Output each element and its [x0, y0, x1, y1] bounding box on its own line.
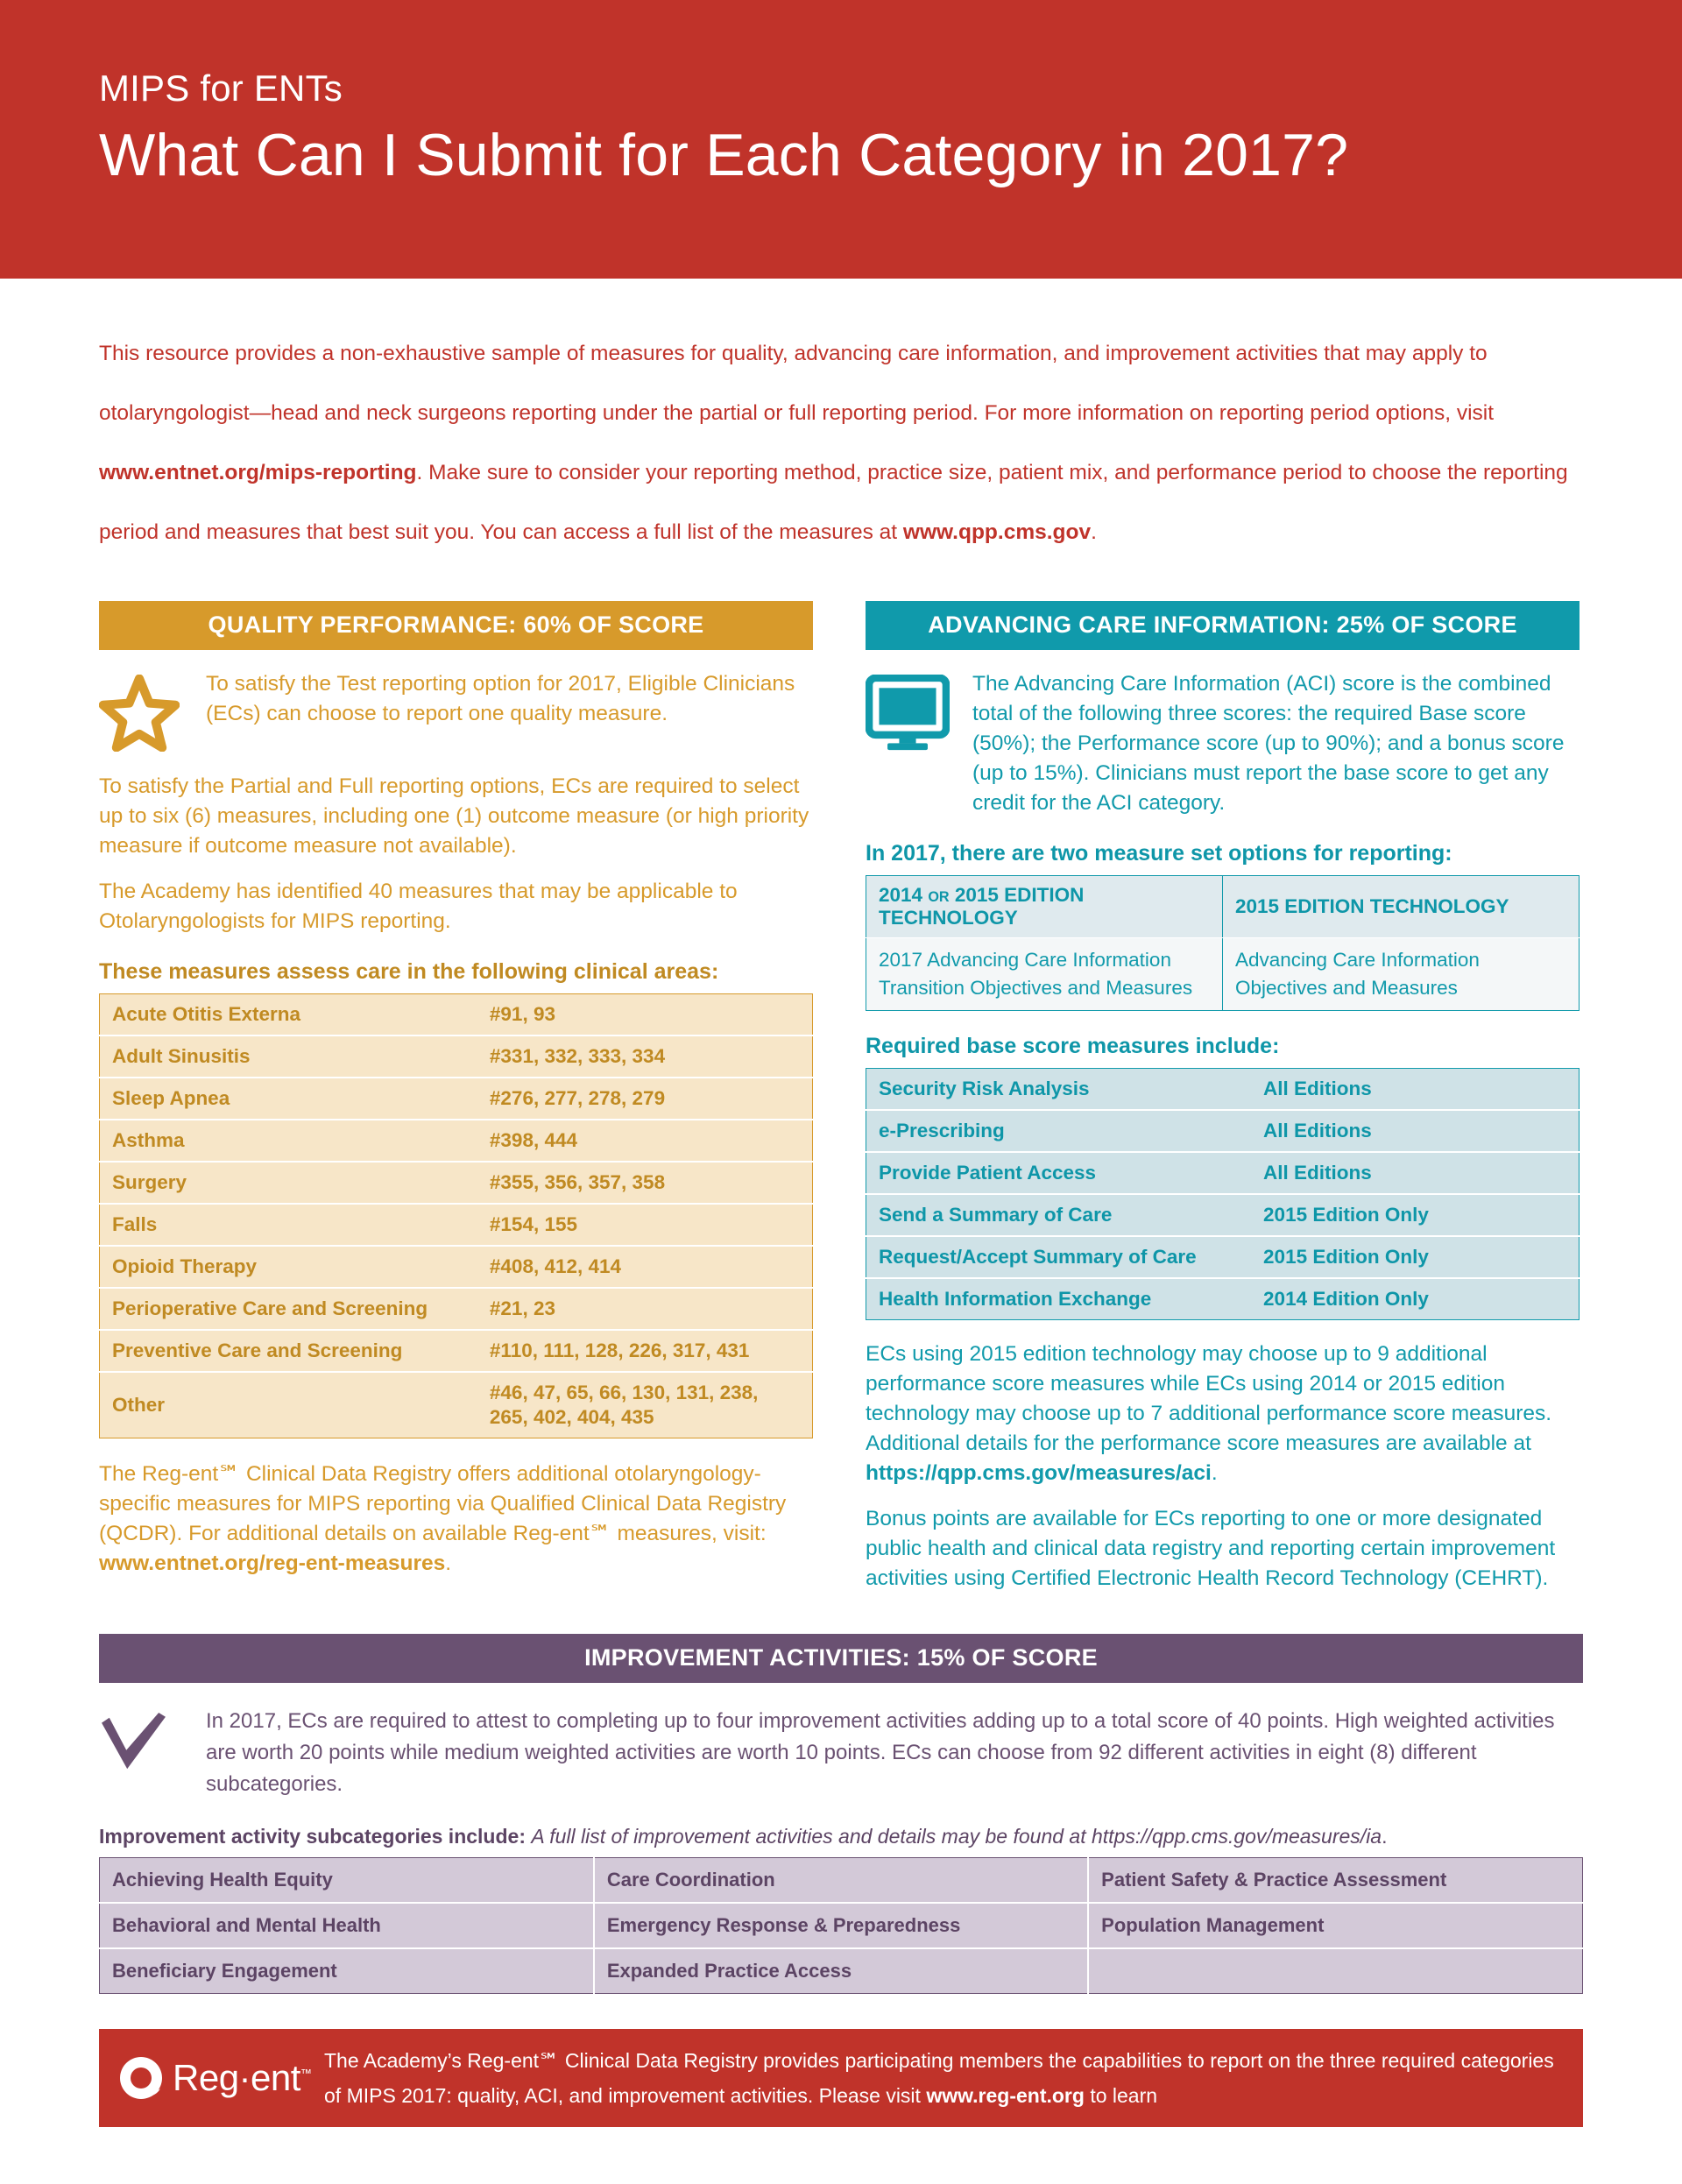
quality-measures-table — [99, 993, 813, 1438]
quality-measure-numbers: #154, 155 — [477, 1204, 813, 1246]
improvement-band-header: IMPROVEMENT ACTIVITIES: 15% OF SCORE — [99, 1634, 1583, 1683]
quality-measure-numbers: #408, 412, 414 — [477, 1246, 813, 1288]
regent-wordmark — [173, 2057, 311, 2099]
table-row — [100, 1372, 813, 1438]
page-title: What Can I Submit for Each Category in 2017? — [99, 122, 1349, 189]
quality-footer-paragraph — [99, 1460, 813, 1579]
quality-performance-column — [99, 601, 813, 1594]
checkmark-icon — [99, 1706, 206, 1800]
quality-measure-numbers: #110, 111, 128, 226, 317, 431 — [477, 1330, 813, 1372]
table-row — [866, 1278, 1580, 1320]
table-row — [100, 1903, 1583, 1948]
advancing-care-information-column — [866, 601, 1580, 1594]
aci-paragraph-2: Bonus points are available for ECs reporting to one or more designated public health and clinical data registry and reporting certain improvement activities using Certified Electronic Health Record Technology (CEHRT). — [866, 1507, 1556, 1590]
aci-band-header: ADVANCING CARE INFORMATION: 25% OF SCORE — [866, 601, 1580, 650]
regent-trademark: ™ — [300, 2067, 312, 2080]
table-row — [100, 1120, 813, 1162]
improvement-subcategory-cell: Expanded Practice Access — [594, 1948, 1088, 1994]
improvement-subcategories-label — [99, 1825, 1583, 1848]
improvement-sub-note: A full list of improvement activities and details may be found at https://qpp.cms.gov/measures/ia — [531, 1825, 1382, 1848]
improvement-sub-label-bold: Improvement activity subcategories include: — [99, 1825, 526, 1848]
aci-paragraph-1-text: ECs using 2015 edition technology may choose up to 9 additional performance score measures while ECs using 2014 or 2015 edition technology may choose up to 7 additional performance score measures. Additional details for the performance score measures are available at — [866, 1342, 1552, 1455]
quality-measure-area: Preventive Care and Screening — [100, 1330, 477, 1372]
quality-measure-area: Perioperative Care and Screening — [100, 1288, 477, 1330]
regent-wordmark-text: Reg·ent — [173, 2057, 300, 2098]
aci-paragraph-1-end: . — [1211, 1461, 1218, 1485]
aci-paragraph-1 — [866, 1339, 1580, 1488]
quality-footer-text: The Reg-ent℠ Clinical Data Registry offers additional otolaryngology-specific measures for MIPS reporting via Qualified Clinical Data Registry (QCDR). For additional details on available Reg-ent℠ measures, visit: — [99, 1462, 787, 1545]
improvement-sub-note-end: . — [1382, 1825, 1388, 1848]
aci-base-measure-edition: 2014 Edition Only — [1251, 1278, 1579, 1320]
option-cell-transition: 2017 Advancing Care Information Transition Objectives and Measures — [866, 938, 1223, 1011]
table-row — [100, 1330, 813, 1372]
improvement-subcategory-cell — [1088, 1948, 1582, 1994]
page-header-banner — [0, 0, 1682, 279]
option-header-2014-2015 — [866, 876, 1223, 938]
table-row — [100, 1035, 813, 1078]
quality-measure-numbers: #355, 356, 357, 358 — [477, 1162, 813, 1204]
regent-footer-bar — [99, 2029, 1583, 2127]
option-cell-objectives: Advancing Care Information Objectives and Measures — [1223, 938, 1580, 1011]
table-row — [100, 1162, 813, 1204]
header-post: 2015 EDITION TECHNOLOGY — [879, 884, 1085, 929]
aci-paragraph-1-link[interactable]: https://qpp.cms.gov/measures/aci — [866, 1461, 1212, 1485]
aci-base-measure-name: Provide Patient Access — [866, 1152, 1252, 1194]
improvement-subcategory-cell: Emergency Response & Preparedness — [594, 1903, 1088, 1948]
table-row — [100, 1204, 813, 1246]
aci-base-measure-name: Health Information Exchange — [866, 1278, 1252, 1320]
table-row — [866, 1069, 1580, 1111]
quality-footer-link[interactable]: www.entnet.org/reg-ent-measures — [99, 1551, 446, 1575]
table-row — [100, 1948, 1583, 1994]
quality-measure-numbers: #331, 332, 333, 334 — [477, 1035, 813, 1078]
two-column-layout — [99, 601, 1583, 1594]
footer-text-end: to learn — [1084, 2084, 1158, 2107]
intro-link-mips-reporting[interactable]: www.entnet.org/mips-reporting — [99, 461, 417, 484]
table-row — [100, 1858, 1583, 1904]
quality-measure-area: Asthma — [100, 1120, 477, 1162]
table-header-row — [866, 876, 1580, 938]
option-header-2015: 2015 EDITION TECHNOLOGY — [1223, 876, 1580, 938]
aci-base-measure-name: Send a Summary of Care — [866, 1194, 1252, 1236]
table-row — [866, 1110, 1580, 1152]
aci-measure-set-options-table — [866, 875, 1580, 1011]
quality-measure-numbers: #46, 47, 65, 66, 130, 131, 238, 265, 402, 404, 435 — [477, 1372, 813, 1438]
table-row — [866, 938, 1580, 1011]
regent-logo — [118, 2055, 324, 2101]
quality-measure-numbers: #21, 23 — [477, 1288, 813, 1330]
quality-measure-area: Opioid Therapy — [100, 1246, 477, 1288]
improvement-subcategory-cell: Achieving Health Equity — [100, 1858, 594, 1904]
quality-footer-end: . — [445, 1551, 452, 1575]
quality-intro-row — [99, 669, 813, 756]
table-row — [866, 1194, 1580, 1236]
improvement-paragraph: In 2017, ECs are required to attest to completing up to four improvement activities adding up to a total score of 40 points. High weighted activities are worth 20 points while medium weighted activities are worth 10 points. ECs can choose from 92 different activities in eight (8) different subcategories. — [206, 1709, 1555, 1796]
quality-measure-area: Other — [100, 1372, 477, 1438]
table-row — [866, 1152, 1580, 1194]
quality-measure-area: Surgery — [100, 1162, 477, 1204]
intro-paragraph — [99, 324, 1583, 562]
footer-link[interactable]: www.reg-ent.org — [926, 2084, 1085, 2107]
improvement-subcategory-cell: Behavioral and Mental Health — [100, 1903, 594, 1948]
aci-base-heading: Required base score measures include: — [866, 1034, 1280, 1058]
table-row — [100, 1288, 813, 1330]
improvement-subcategory-cell: Care Coordination — [594, 1858, 1088, 1904]
aci-base-measure-name: Security Risk Analysis — [866, 1069, 1252, 1111]
quality-measure-numbers: #398, 444 — [477, 1120, 813, 1162]
quality-paragraph-2: To satisfy the Partial and Full reporting options, ECs are required to select up to six (6) measures, including one (1) outcome measure (or high priority measure if outcome measure not available). — [99, 774, 809, 858]
header-or: OR — [928, 889, 950, 905]
table-row — [100, 1078, 813, 1120]
improvement-activities-section — [99, 1634, 1583, 1994]
intro-text-1: This resource provides a non-exhaustive sample of measures for quality, advancing care information, and improvement activities that may apply to otolaryngologist—head and neck surgeons reporting under the partial or full reporting period. For more information on reporting period options, visit — [99, 342, 1495, 425]
quality-measure-area: Falls — [100, 1204, 477, 1246]
regent-footer-text — [324, 2043, 1564, 2113]
intro-text-3: . — [1091, 520, 1097, 544]
improvement-subcategory-cell: Beneficiary Engagement — [100, 1948, 594, 1994]
improvement-subcategory-cell: Population Management — [1088, 1903, 1582, 1948]
header-kicker: MIPS for ENTs — [99, 67, 343, 109]
quality-band-header: QUALITY PERFORMANCE: 60% OF SCORE — [99, 601, 813, 650]
quality-measure-numbers: #91, 93 — [477, 994, 813, 1036]
aci-base-measure-edition: All Editions — [1251, 1152, 1579, 1194]
aci-base-measure-name: Request/Accept Summary of Care — [866, 1236, 1252, 1278]
intro-link-qpp[interactable]: www.qpp.cms.gov — [902, 520, 1092, 544]
aci-base-measure-edition: All Editions — [1251, 1110, 1579, 1152]
aci-icon-paragraph: The Advancing Care Information (ACI) score is the combined total of the following three scores: the required Base score (50%); the Performance score (up to 90%); and a bonus score (up to 15%). Clinicians must report the base score to get any credit for the ACI category. — [972, 672, 1565, 815]
table-row — [866, 1236, 1580, 1278]
intro-text-2: . Make sure to consider your reporting method, practice size, patient mix, and performance period to choose the reporting period and measures that best suit you. You can access a full list of the measures at — [99, 461, 1568, 544]
quality-table-heading: These measures assess care in the following clinical areas: — [99, 959, 719, 984]
footer-text-pre: The Academy’s Reg-ent℠ Clinical Data Registry provides participating members the capabilities to report on the three required categories of MIPS 2017: quality, ACI, and improvement activities. Please visit — [324, 2049, 1554, 2107]
regent-q-icon — [118, 2055, 164, 2101]
aci-options-heading: In 2017, there are two measure set options for reporting: — [866, 841, 1452, 866]
quality-icon-paragraph: To satisfy the Test reporting option for 2017, Eligible Clinicians (ECs) can choose to report one quality measure. — [206, 672, 795, 725]
aci-base-measure-edition: All Editions — [1251, 1069, 1579, 1111]
improvement-subcategory-cell: Patient Safety & Practice Assessment — [1088, 1858, 1582, 1904]
improvement-subcategories-table — [99, 1857, 1583, 1994]
quality-measure-numbers: #276, 277, 278, 279 — [477, 1078, 813, 1120]
aci-base-measure-edition: 2015 Edition Only — [1251, 1236, 1579, 1278]
monitor-icon — [866, 669, 972, 818]
star-icon — [99, 669, 206, 756]
quality-measure-area: Sleep Apnea — [100, 1078, 477, 1120]
quality-measure-area: Adult Sinusitis — [100, 1035, 477, 1078]
quality-measure-area: Acute Otitis Externa — [100, 994, 477, 1036]
aci-base-measure-name: e-Prescribing — [866, 1110, 1252, 1152]
aci-base-measures-table — [866, 1068, 1580, 1320]
header-pre: 2014 — [879, 884, 929, 906]
table-row — [100, 1246, 813, 1288]
quality-paragraph-3: The Academy has identified 40 measures that may be applicable to Otolaryngologists for MIPS reporting. — [99, 880, 738, 933]
table-row — [100, 994, 813, 1036]
aci-base-measure-edition: 2015 Edition Only — [1251, 1194, 1579, 1236]
aci-intro-row — [866, 669, 1580, 818]
improvement-intro-row — [99, 1706, 1583, 1800]
